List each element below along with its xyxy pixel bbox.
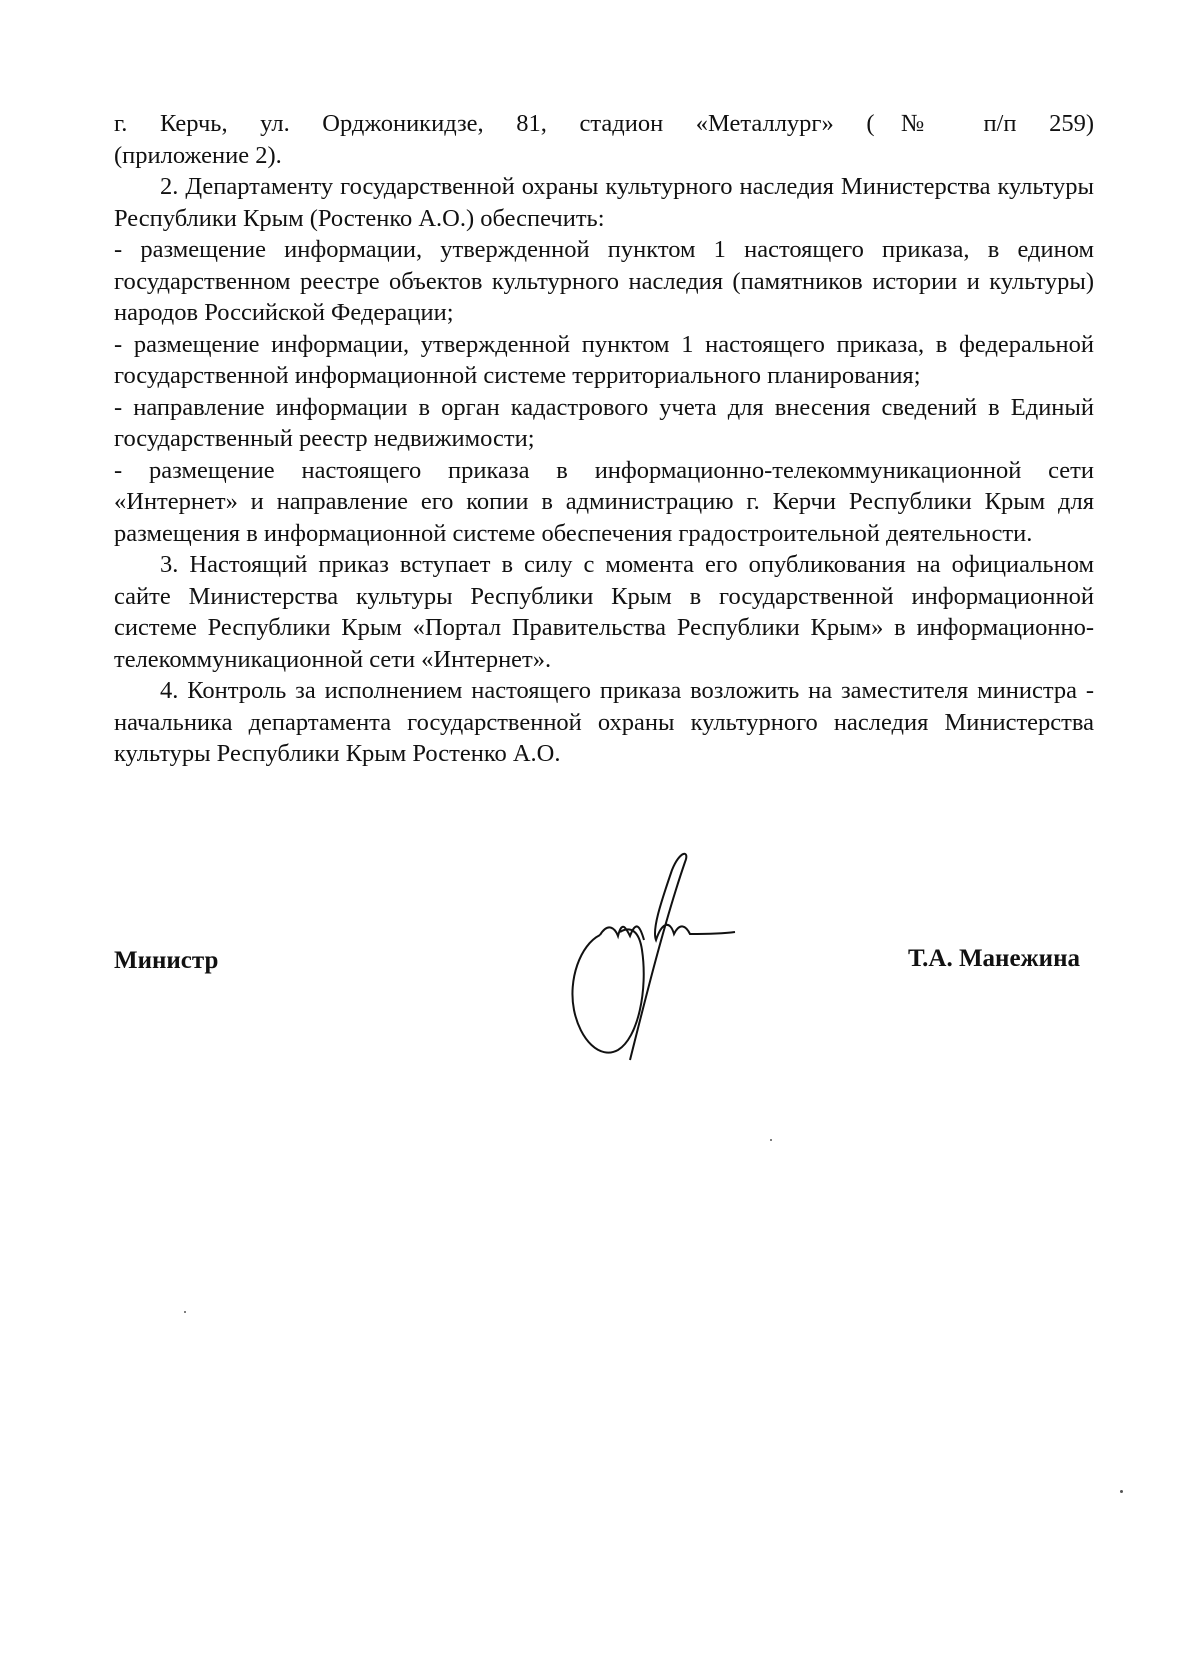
paragraph-appendix: (приложение 2). xyxy=(114,141,282,169)
paragraph-item-3: 3. Настоящий приказ вступает в силу с момента его опубликования на официальном сайте Министерства культуры Республики Крым в государственной информационной системе Республики Крым «Портал Правительства Республики Крым» в информационно-телекоммуникационной сети «Интернет». xyxy=(114,551,1094,673)
document-body xyxy=(114,108,1094,770)
signatory-title: Министр xyxy=(114,947,219,974)
paragraph-bullet-planning: - размещение информации, утвержденной пунктом 1 настоящего приказа, в федеральной государственной информационной системе территориального планирования; xyxy=(114,330,1094,389)
paragraph-bullet-cadastre: - направление информации в орган кадастрового учета для внесения сведений в Единый государственный реестр недвижимости; xyxy=(114,393,1094,452)
scan-speck xyxy=(770,1139,772,1141)
signatory-name: Т.А. Манежина xyxy=(907,945,1080,972)
paragraph-bullet-registry: - размещение информации, утвержденной пунктом 1 настоящего приказа, в едином государственном реестре объектов культурного наследия (памятников истории и культуры) народов Российской Федерации; xyxy=(114,236,1094,326)
handwritten-signature xyxy=(560,850,760,1070)
paragraph-address: г. Керчь, ул. Орджоникидзе, 81, стадион «Металлург» (№ п/п 259) xyxy=(114,110,1094,137)
paragraph-item-2: 2. Департаменту государственной охраны культурного наследия Министерства культуры Республики Крым (Ростенко А.О.) обеспечить: xyxy=(114,173,1094,232)
scan-speck xyxy=(184,1311,186,1313)
paragraph-item-4: 4. Контроль за исполнением настоящего приказа возложить на заместителя министра - начальника департамента государственной охраны культурного наследия Министерства культуры Республики Крым Ростенко А.О. xyxy=(114,677,1094,767)
scan-speck xyxy=(1120,1490,1123,1493)
paragraph-bullet-internet: - размещение настоящего приказа в информационно-телекоммуникационной сети «Интернет» и направление его копии в администрацию г. Керчи Республики Крым для размещения в информационной системе обеспечения градостроительной деятельности. xyxy=(114,456,1094,547)
